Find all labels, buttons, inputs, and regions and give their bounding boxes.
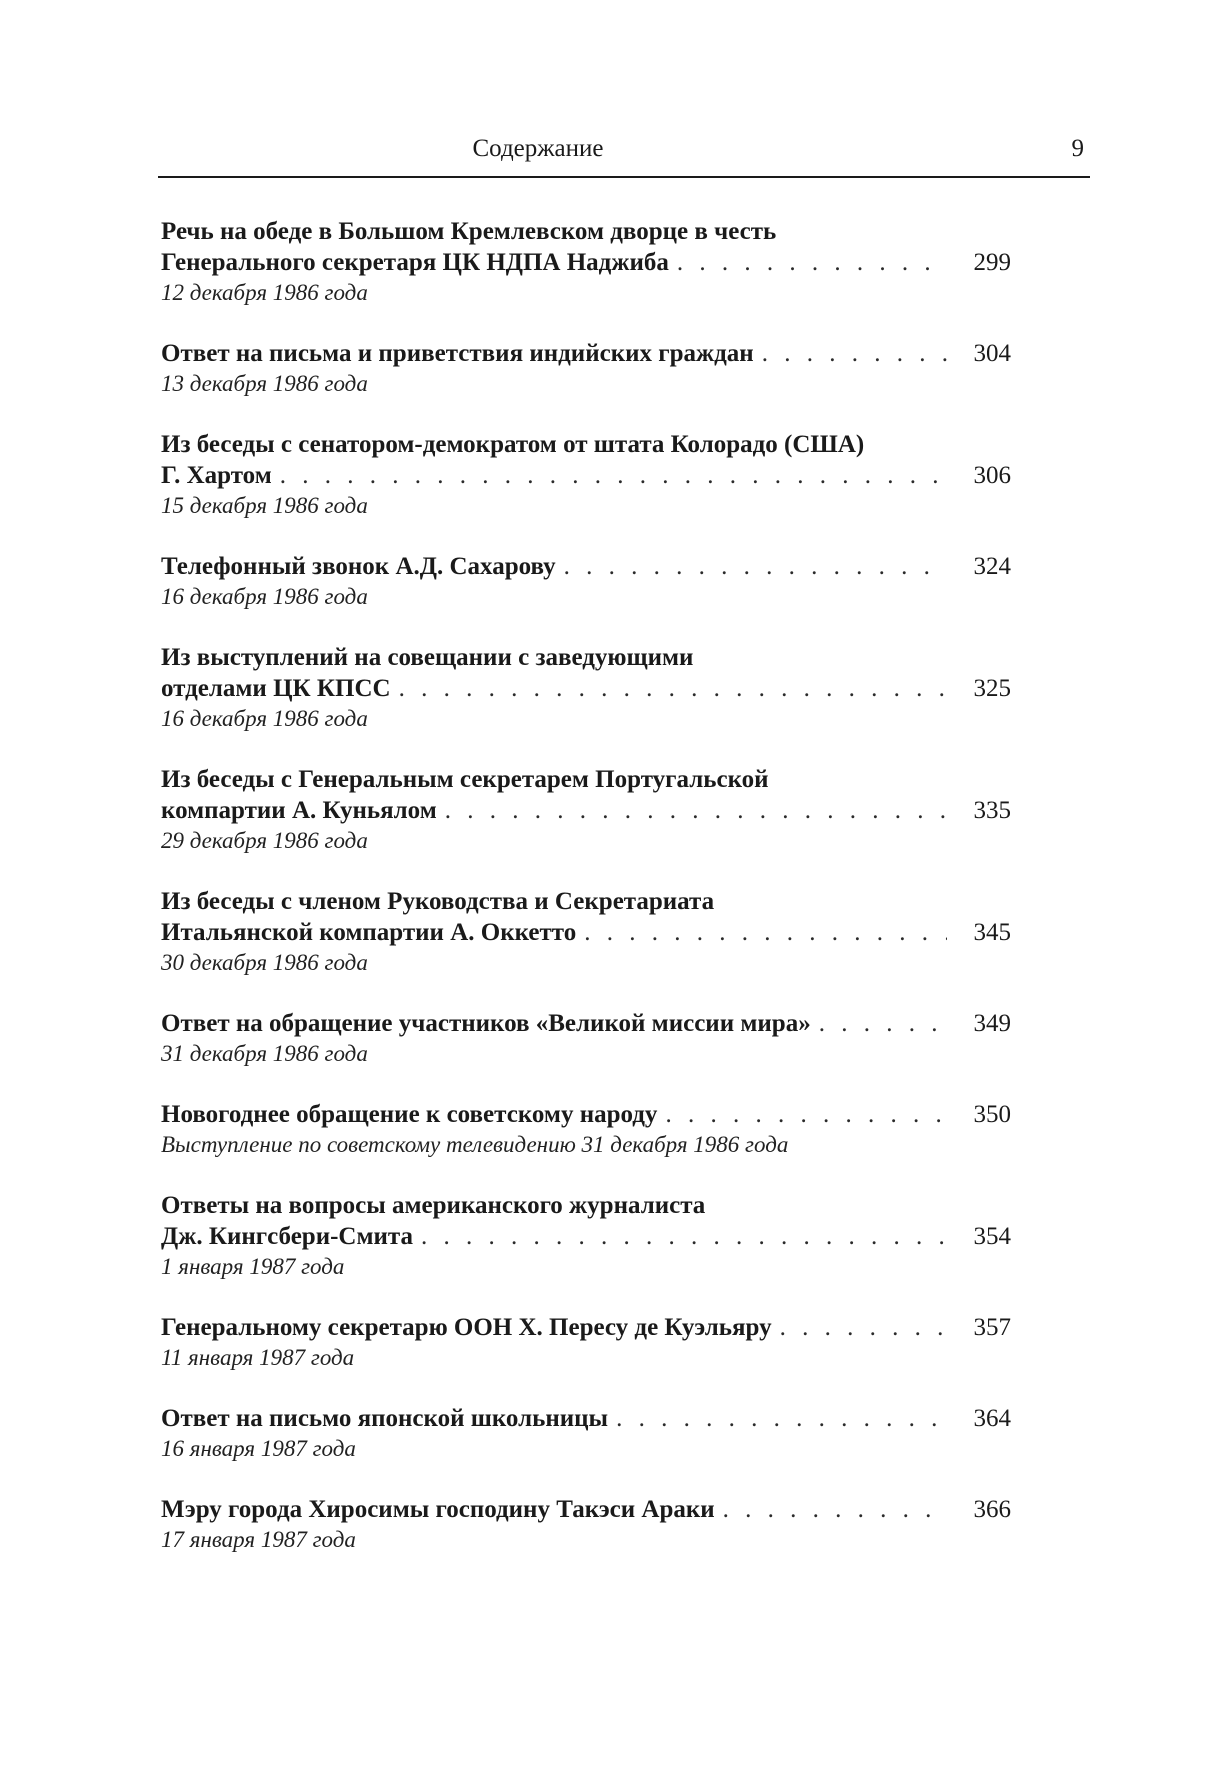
toc-entry-page-number: 324 [973,553,1011,580]
dot-leader [665,1099,947,1130]
toc-entry-title-line: Из беседы с Генеральным секретарем Португальской [161,766,769,793]
toc-entry-title-row [161,1099,1011,1130]
toc-entry-date: 13 декабря 1986 года [161,371,368,396]
toc-entry-date: 16 января 1987 года [161,1436,356,1461]
dot-leader [616,1403,947,1434]
toc-entry-title-line: Мэру города Хиросимы господину Такэси Араки [161,1496,715,1523]
toc-entry-page-number: 306 [973,462,1011,489]
toc-entry-title-line: отделами ЦК КПСС [161,675,391,702]
toc-entry-title-line: Ответ на обращение участников «Великой миссии мира» [161,1010,811,1037]
toc-entry-title-line: Ответ на письмо японской школьницы [161,1405,609,1432]
toc-entry[interactable] [161,1403,1011,1464]
toc-entry-title-row [161,247,1011,278]
toc-entry[interactable] [161,1190,1011,1282]
running-header [158,132,1090,178]
toc-entry-date: 1 января 1987 года [161,1254,345,1279]
toc-entry-page-number: 304 [973,340,1011,367]
toc-entry[interactable] [161,338,1011,399]
toc-entry[interactable] [161,1099,1011,1160]
page-number: 9 [1071,135,1084,162]
dot-leader [584,917,947,948]
toc-entry-page-number: 349 [973,1010,1011,1037]
dot-leader [780,1312,947,1343]
toc-entry-date: 16 декабря 1986 года [161,584,368,609]
toc-entry-title-row [161,1221,1011,1252]
toc-entry-title-line: Г. Хартом [161,462,272,489]
toc-entry-page-number: 350 [973,1101,1011,1128]
toc-entry-title-line: Генеральному секретарю ООН Х. Пересу де Куэльяру [161,1314,772,1341]
toc-entry[interactable] [161,1008,1011,1069]
toc-entry[interactable] [161,429,1011,521]
toc-entry-title-line: Речь на обеде в Большом Кремлевском дворце в честь [161,218,777,245]
toc-entry-page-number: 299 [973,249,1011,276]
toc-entry-title-line: Из беседы с сенатором-демократом от штата Колорадо (США) [161,431,865,458]
toc-entry-title-row [161,917,1011,948]
toc-entry-date: 15 декабря 1986 года [161,493,368,518]
toc-entry-page-number: 354 [973,1223,1011,1250]
toc-entry-title-line: Новогоднее обращение к советскому народу [161,1101,658,1128]
dot-leader [421,1221,947,1252]
toc-entry-page-number: 325 [973,675,1011,702]
toc-entry-date: 16 декабря 1986 года [161,706,368,731]
toc-entry-title-row [161,460,1011,491]
toc-entry-title-row [161,1494,1011,1525]
toc-entry[interactable] [161,1312,1011,1373]
toc-entry-page-number: 366 [973,1496,1011,1523]
toc-entry-title-row [161,338,1011,369]
toc-entry-title-line: Ответы на вопросы американского журналиста [161,1192,706,1219]
toc-entry[interactable] [161,1494,1011,1555]
toc-entry[interactable] [161,216,1011,308]
toc-entry-title-line: Телефонный звонок А.Д. Сахарову [161,553,556,580]
toc-entry-date: 17 января 1987 года [161,1527,356,1552]
toc-entry[interactable] [161,642,1011,734]
dot-leader [399,673,947,704]
toc-entry-date: 12 декабря 1986 года [161,280,368,305]
toc-entry-title-row [161,673,1011,704]
toc-entry-title-line: Ответ на письма и приветствия индийских граждан [161,340,754,367]
toc-entry[interactable] [161,764,1011,856]
toc-entry[interactable] [161,886,1011,978]
toc-entry-page-number: 335 [973,797,1011,824]
toc-entry-date: 30 декабря 1986 года [161,950,368,975]
toc-entry[interactable] [161,551,1011,612]
toc-entry-page-number: 364 [973,1405,1011,1432]
table-of-contents [161,216,1011,1585]
toc-entry-page-number: 345 [973,919,1011,946]
toc-entry-title-line: Итальянской компартии А. Оккетто [161,919,577,946]
toc-entry-title-row [161,1403,1011,1434]
dot-leader [280,460,947,491]
toc-entry-date: Выступление по советскому телевидению 31 декабря 1986 года [161,1132,789,1157]
toc-entry-title-line: Дж. Кингсбери-Смита [161,1223,413,1250]
dot-leader [445,795,947,826]
toc-entry-title-line: Генерального секретаря ЦК НДПА Наджиба [161,249,669,276]
toc-entry-title-row [161,1008,1011,1039]
dot-leader [762,338,947,369]
toc-entry-title-line: Из беседы с членом Руководства и Секретариата [161,888,715,915]
toc-entry-date: 29 декабря 1986 года [161,828,368,853]
toc-entry-date: 11 января 1987 года [161,1345,355,1370]
dot-leader [677,247,947,278]
toc-entry-page-number: 357 [973,1314,1011,1341]
dot-leader [819,1008,947,1039]
toc-entry-title-row [161,1312,1011,1343]
toc-entry-title-line: Из выступлений на совещании с заведующими [161,644,694,671]
toc-entry-title-row [161,795,1011,826]
toc-entry-title-line: компартии А. Куньялом [161,797,437,824]
toc-entry-date: 31 декабря 1986 года [161,1041,368,1066]
toc-entry-title-row [161,551,1011,582]
running-header-title: Содержание [472,135,604,162]
dot-leader [723,1494,947,1525]
dot-leader [564,551,947,582]
